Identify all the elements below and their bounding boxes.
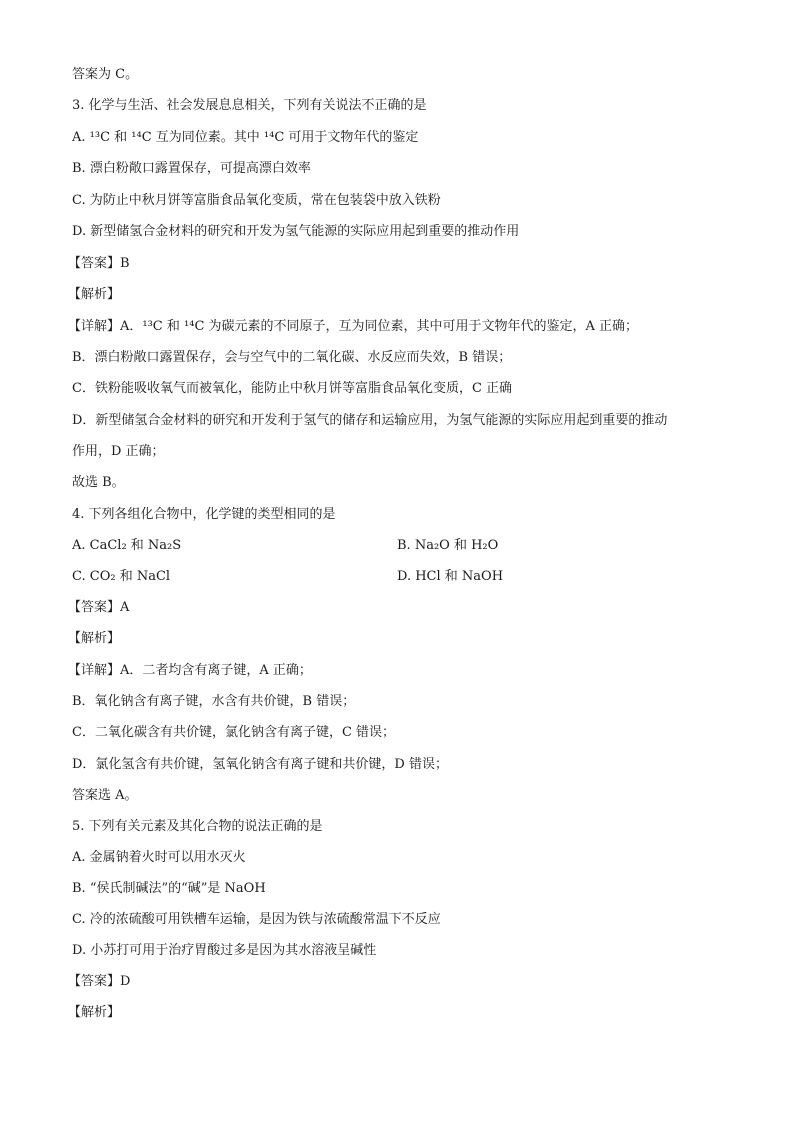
question-3-option-a: A. ¹³C 和 ¹⁴C 互为同位素。其中 ¹⁴C 可用于文物年代的鉴定 [72,130,419,145]
analysis-label: 【解析】 [68,287,121,302]
explanation-line: B．漂白粉敞口露置保存，会与空气中的二氧化碳、水反应而失效，B 错误； [72,350,512,365]
question-3-option-b: B. 漂白粉敞口露置保存，可提高漂白效率 [72,161,311,176]
question-4-options-row [72,536,722,556]
question-3-option-c: C. 为防止中秋月饼等富脂食品氧化变质，常在包装袋中放入铁粉 [72,193,441,208]
explanation-line: 【详解】A．二者均含有离子键，A 正确； [68,663,312,678]
answer-label: 【答案】B [68,256,130,271]
answer-label: 【答案】A [68,600,130,615]
question-4-options-row [72,567,722,587]
conclusion-line: 答案选 A。 [72,788,138,803]
question-4-option-b: B. Na₂O 和 H₂O [397,538,499,553]
question-5-stem: 5. 下列有关元素及其化合物的说法正确的是 [72,819,323,834]
question-4-stem: 4. 下列各组化合物中，化学键的类型相同的是 [72,507,336,522]
question-4-option-d: D. HCl 和 NaOH [397,569,504,584]
question-5-option-c: C. 冷的浓硫酸可用铁槽车运输，是因为铁与浓硫酸常温下不反应 [72,912,441,927]
explanation-line: D．氯化氢含有共价键，氢氧化钠含有离子键和共价键，D 错误； [72,757,448,772]
explanation-line: 【详解】A．¹³C 和 ¹⁴C 为碳元素的不同原子，互为同位素，其中可用于文物年代的鉴定，A 正确； [68,319,639,334]
question-5-option-b: B. “侯氏制碱法”的“碱”是 NaOH [72,881,266,896]
question-5-option-a: A. 金属钠着火时可以用水灭火 [72,850,246,865]
question-3-option-d: D. 新型储氢合金材料的研究和开发为氢气能源的实际应用起到重要的推动作用 [72,224,520,239]
question-4-option-a: A. CaCl₂ 和 Na₂S [72,538,182,553]
explanation-line: B．氧化钠含有离子键，水含有共价键，B 错误； [72,694,356,709]
conclusion-line: 故选 B。 [72,475,125,490]
answer-label: 【答案】D [68,974,131,989]
analysis-label: 【解析】 [68,631,121,646]
explanation-line: 作用，D 正确； [72,444,165,459]
explanation-line: C．铁粉能吸收氧气而被氧化，能防止中秋月饼等富脂食品氧化变质，C 正确 [72,381,513,396]
explanation-line: C．二氧化碳含有共价键，氯化钠含有离子键，C 错误； [72,725,396,740]
question-3-stem: 3. 化学与生活、社会发展息息相关，下列有关说法不正确的是 [72,98,427,113]
explanation-line: D．新型储氢合金材料的研究和开发利于氢气的储存和运输应用，为氢气能源的实际应用起到重要的推动 [72,413,668,428]
question-5-option-d: D. 小苏打可用于治疗胃酸过多是因为其水溶液呈碱性 [72,943,377,958]
question-4-option-c: C. CO₂ 和 NaCl [72,569,171,584]
analysis-label: 【解析】 [68,1005,121,1020]
text-line: 答案为 C。 [72,67,139,82]
